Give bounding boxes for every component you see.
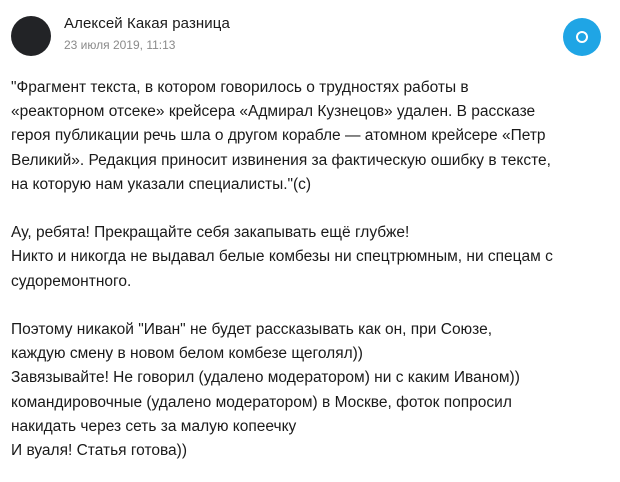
text-line: судоремонтного. — [11, 272, 132, 290]
post-body — [11, 76, 611, 463]
text-line: "Фрагмент текста, в котором говорилось о трудностях работы в — [11, 79, 469, 96]
text-line: Поэтому никакой "Иван" не будет рассказывать как он, при Союзе, — [11, 321, 493, 338]
text-line: Никто и никогда не выдавал белые комбезы ни спецтрюмным, ни спецам с — [11, 248, 553, 266]
text-line: командировочные (удалено модератором) в Москве, фоток попросил — [11, 393, 512, 411]
text-line: героя публикации речь шла о другом корабле — атомном крейсере «Петр — [11, 127, 546, 145]
text-line: на которую нам указали специалисты."(c) — [11, 175, 312, 193]
paragraph-3 — [11, 318, 611, 463]
text-line: «реакторном отсеке» крейсера «Адмирал Кузнецов» удален. В рассказе — [11, 103, 536, 121]
avatar[interactable] — [11, 16, 51, 56]
author-name[interactable]: Алексей Какая разница — [64, 15, 230, 32]
o-ring-icon — [576, 31, 588, 43]
paragraph-2 — [11, 221, 611, 294]
text-line: накидать через сеть за малую копеечку — [11, 417, 297, 435]
text-line: Ау, ребята! Прекращайте себя закапывать ещё глубже! — [11, 224, 410, 242]
paragraph-1 — [11, 76, 611, 197]
post-date: 23 июля 2019, 11:13 — [64, 38, 176, 52]
text-line: Великий». Редакция приносит извинения за фактическую ошибку в тексте, — [11, 151, 551, 169]
text-line: каждую смену в новом белом комбезе щеголял)) — [11, 345, 363, 363]
text-line: И вуаля! Статья готова)) — [11, 442, 188, 460]
badge-button[interactable] — [563, 18, 601, 56]
text-line: Завязывайте! Не говорил (удалено модератором) ни с каким Иваном)) — [11, 369, 520, 387]
